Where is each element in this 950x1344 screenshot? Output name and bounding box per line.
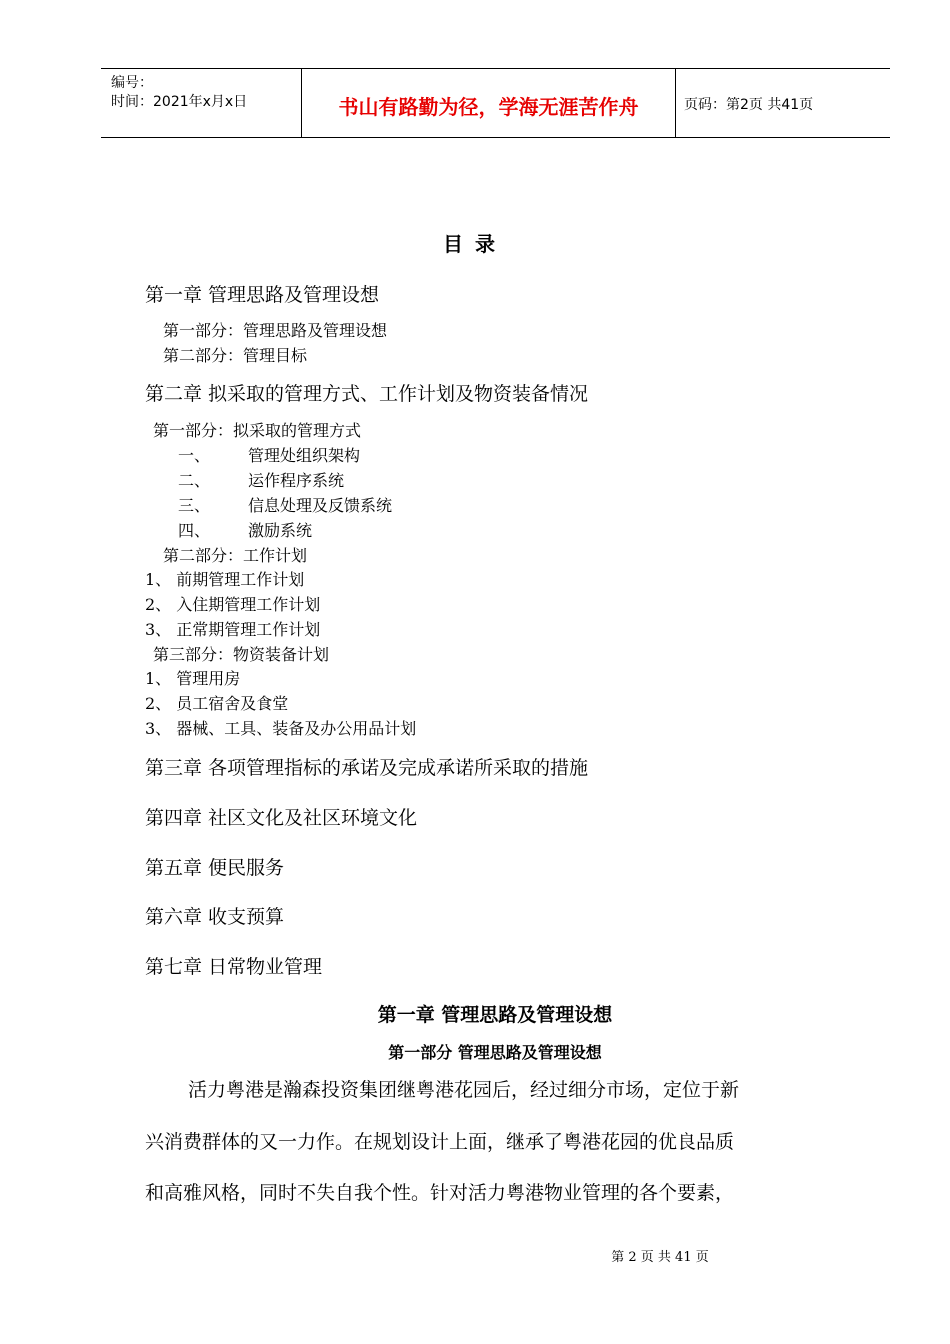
body-paragraph-line: 和高雅风格，同时不失自我个性。针对活力粤港物业管理的各个要素，	[145, 1182, 735, 1204]
toc-title: 目录	[443, 232, 507, 256]
item-text: 管理处组织架构	[248, 446, 361, 465]
toc-ch2-p3-item: 1、 管理用房	[145, 669, 241, 688]
item-text: 信息处理及反馈系统	[248, 496, 393, 515]
item-text: 运作程序系统	[248, 471, 345, 490]
header-page-info	[676, 69, 890, 137]
item-number: 二、	[178, 471, 211, 490]
item-number: 四、	[178, 521, 211, 540]
motto-text: 书山有路勤为径，学海无涯苦作舟	[338, 95, 639, 119]
toc-chapter-7: 第七章 日常物业管理	[145, 956, 323, 978]
toc-ch2-part3: 第三部分：物资装备计划	[153, 645, 330, 664]
toc-chapter-2: 第二章 拟采取的管理方式、工作计划及物资装备情况	[145, 383, 589, 405]
toc-ch2-p3-item: 3、 器械、工具、装备及办公用品计划	[145, 719, 417, 738]
toc-chapter-1: 第一章 管理思路及管理设想	[145, 284, 380, 306]
item-number: 三、	[178, 496, 211, 515]
part-heading: 第一部分 管理思路及管理设想	[388, 1043, 602, 1062]
item-number: 一、	[178, 446, 211, 465]
toc-ch2-p2-item: 3、 正常期管理工作计划	[145, 620, 321, 639]
toc-ch2-p1-item	[178, 443, 360, 466]
page-header	[101, 68, 890, 138]
toc-ch2-p2-item: 1、 前期管理工作计划	[145, 570, 305, 589]
chapter-heading: 第一章 管理思路及管理设想	[377, 1004, 613, 1026]
header-motto	[302, 69, 676, 137]
toc-chapter-4: 第四章 社区文化及社区环境文化	[145, 807, 418, 829]
item-text: 激励系统	[248, 521, 313, 540]
number-label: 编号：	[111, 75, 153, 91]
header-meta	[101, 69, 302, 137]
toc-ch2-part2: 第二部分：工作计划	[163, 546, 308, 565]
toc-ch2-p1-item	[178, 493, 392, 516]
toc-chapter-6: 第六章 收支预算	[145, 906, 285, 928]
toc-ch2-p1-item	[178, 518, 312, 541]
page-info-text: 页码：第2页 共41页	[684, 97, 814, 113]
time-label: 时间：2021年x月x日	[111, 94, 248, 110]
toc-ch2-p1-item	[178, 468, 344, 491]
toc-chapter-3: 第三章 各项管理指标的承诺及完成承诺所采取的措施	[145, 757, 589, 779]
toc-ch2-p2-item: 2、 入住期管理工作计划	[145, 595, 321, 614]
body-paragraph-line: 兴消费群体的又一力作。在规划设计上面，继承了粤港花园的优良品质	[145, 1131, 735, 1153]
body-paragraph-line: 活力粤港是瀚森投资集团继粤港花园后，经过细分市场，定位于新	[188, 1079, 740, 1101]
toc-chapter-5: 第五章 便民服务	[145, 857, 285, 879]
toc-ch2-part1: 第一部分：拟采取的管理方式	[153, 421, 362, 440]
toc-ch1-part1: 第一部分：管理思路及管理设想	[163, 321, 388, 340]
toc-ch2-p3-item: 2、 员工宿舍及食堂	[145, 694, 289, 713]
page-footer: 第 2 页 共 41 页	[611, 1250, 709, 1265]
toc-ch1-part2: 第二部分：管理目标	[163, 346, 308, 365]
